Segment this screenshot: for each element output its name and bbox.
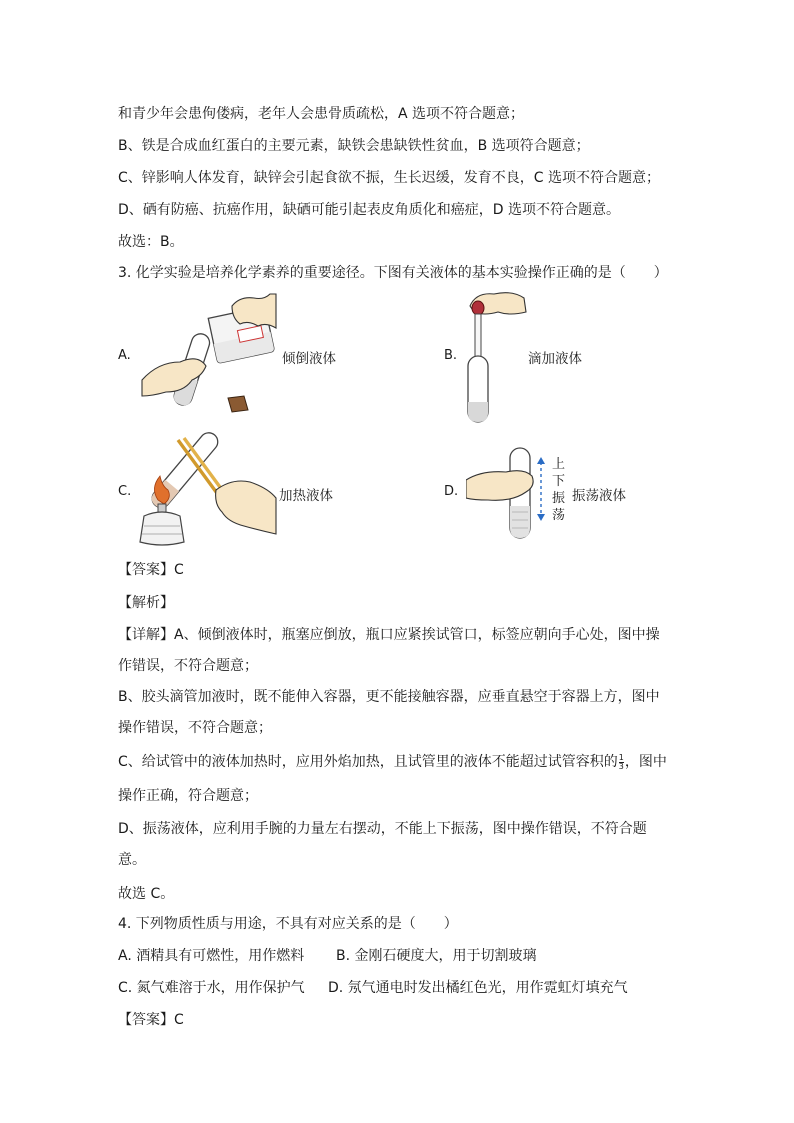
up-down-arrow-icon <box>536 456 546 522</box>
option-b: B. 金刚石硬度大，用于切割玻璃 <box>336 948 537 964</box>
text-line: B、铁是合成血红蛋白的主要元素，缺铁会患缺铁性贫血，B 选项符合题意； <box>118 138 590 154</box>
detail-a-line2: 作错误，不符合题意； <box>118 658 258 674</box>
analysis-heading: 【解析】 <box>118 595 174 611</box>
question-4-stem: 4. 下列物质性质与用途，不具有对应关系的是（ ） <box>118 916 458 932</box>
option-d: D. 氖气通电时发出橘红色光，用作霓虹灯填充气 <box>328 980 628 996</box>
figure-c-letter: C. <box>118 484 132 499</box>
figure-d-letter: D. <box>444 484 459 499</box>
text-line: 故选：B。 <box>118 234 184 250</box>
conclusion: 故选 C。 <box>118 886 175 902</box>
figure-d-label: 振荡液体 <box>572 488 626 504</box>
label-char: 振 <box>552 491 566 506</box>
detail-a-line1: 【详解】A、倾倒液体时，瓶塞应倒放，瓶口应紧挨试管口，标签应朝向手心处，图中操 <box>118 627 660 643</box>
detail-c-line2: 操作正确，符合题意； <box>118 788 258 804</box>
question-3-stem: 3. 化学实验是培养化学素养的重要途径。下图有关液体的基本实验操作正确的是（ ） <box>118 265 668 281</box>
fraction-denominator: 3 <box>618 761 624 771</box>
figure-b-label: 滴加液体 <box>528 351 582 367</box>
heating-liquid-illustration <box>138 430 278 550</box>
label-char: 荡 <box>552 508 566 523</box>
option-a: A. 酒精具有可燃性，用作燃料 <box>118 948 305 964</box>
figure-b-letter: B. <box>444 348 458 363</box>
text-line: D、硒有防癌、抗癌作用，缺硒可能引起表皮角质化和癌症，D 选项不符合题意。 <box>118 202 621 218</box>
label-char: 下 <box>552 474 566 489</box>
dropper-illustration <box>462 286 532 426</box>
fraction-one-third <box>619 754 624 771</box>
figure-a-letter: A. <box>118 348 131 363</box>
answer-3: 【答案】C <box>118 562 184 578</box>
detail-b-line2: 操作错误，不符合题意； <box>118 720 272 736</box>
detail-b-line1: B、胶头滴管加液时，既不能伸入容器，更不能接触容器，应垂直悬空于容器上方，图中 <box>118 689 660 705</box>
fraction-numerator: 1 <box>618 752 624 762</box>
text-line: C、锌影响人体发育，缺锌会引起食欲不振，生长迟缓，发育不良，C 选项不符合题意； <box>118 170 660 186</box>
detail-d-line2: 意。 <box>118 852 146 868</box>
figure-a-label: 倾倒液体 <box>282 351 336 367</box>
figure-c-label: 加热液体 <box>279 488 333 504</box>
detail-c-line1 <box>118 752 667 772</box>
pouring-liquid-illustration <box>140 292 280 417</box>
option-c: C. 氮气难溶于水，用作保护气 <box>118 980 305 996</box>
answer-4: 【答案】C <box>118 1012 184 1028</box>
text-line: 和青少年会患佝偻病，老年人会患骨质疏松，A 选项不符合题意； <box>118 106 525 122</box>
detail-d-line1: D、振荡液体，应利用手腕的力量左右摆动，不能上下振荡，图中操作错误，不符合题 <box>118 821 647 837</box>
up-down-shaking-label <box>552 456 568 524</box>
detail-c-text: C、给试管中的液体加热时，应用外焰加热，且试管里的液体不能超过试管容积的 <box>118 754 618 770</box>
label-char: 上 <box>552 457 566 472</box>
shaking-liquid-illustration <box>466 442 546 542</box>
detail-c-text-end: ，图中 <box>624 754 667 770</box>
